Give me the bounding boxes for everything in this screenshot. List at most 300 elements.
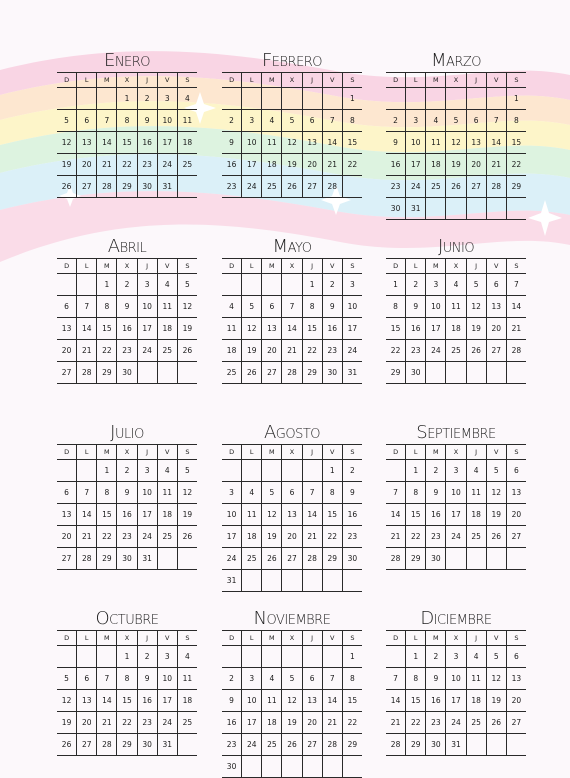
day-cell: 17 xyxy=(446,690,466,711)
day-cell: 11 xyxy=(182,674,193,683)
week-row xyxy=(386,646,526,668)
day-cell: 3 xyxy=(446,460,466,481)
week-row xyxy=(57,154,197,176)
day-cell: 1 xyxy=(117,88,137,109)
day-cell: 9 xyxy=(222,132,242,153)
month-septiembre xyxy=(386,422,526,570)
day-cell: 9 xyxy=(426,482,446,503)
weekday-label: L xyxy=(242,631,262,645)
day-cell: 11 xyxy=(242,504,262,525)
day-cell: 8 xyxy=(97,296,117,317)
weekday-label: L xyxy=(406,73,426,87)
day-cell: 21 xyxy=(386,526,406,547)
weekday-header xyxy=(57,630,197,646)
day-cell: 2 xyxy=(426,460,446,481)
day-cell: 28 xyxy=(511,346,522,355)
day-cell: 20 xyxy=(467,154,487,175)
day-cell: 4 xyxy=(158,460,178,481)
day-cell: 2 xyxy=(350,466,355,475)
week-row xyxy=(386,482,526,504)
weekday-header xyxy=(222,444,362,460)
weekday-label: J xyxy=(467,445,487,459)
day-cell: 6 xyxy=(57,296,77,317)
day-cell: 23 xyxy=(222,176,242,197)
day-cell: 17 xyxy=(222,526,242,547)
week-row xyxy=(57,340,197,362)
day-cell: 21 xyxy=(487,154,507,175)
day-cell: 17 xyxy=(158,690,178,711)
empty-day-cell xyxy=(406,88,426,109)
weekday-label: V xyxy=(487,445,507,459)
weekday-header xyxy=(386,630,526,646)
empty-day-cell xyxy=(138,362,158,383)
empty-day-cell xyxy=(222,88,242,109)
day-cell: 31 xyxy=(158,734,178,755)
empty-day-cell xyxy=(57,274,77,295)
week-row xyxy=(222,176,362,198)
day-cell: 25 xyxy=(467,712,487,733)
weekday-header xyxy=(386,444,526,460)
month-title: Mayo xyxy=(272,236,312,257)
day-cell: 25 xyxy=(158,526,178,547)
day-cell: 11 xyxy=(262,690,282,711)
month-mayo xyxy=(222,236,362,384)
empty-day-cell xyxy=(178,176,197,197)
day-cell: 5 xyxy=(185,466,190,475)
day-cell: 12 xyxy=(57,690,77,711)
weekday-label: X xyxy=(282,73,302,87)
day-cell: 16 xyxy=(222,712,242,733)
day-cell: 13 xyxy=(282,504,302,525)
day-cell: 8 xyxy=(350,674,355,683)
day-cell: 28 xyxy=(323,734,343,755)
day-cell: 6 xyxy=(467,110,487,131)
day-cell: 8 xyxy=(406,482,426,503)
day-cell: 19 xyxy=(262,526,282,547)
day-cell: 20 xyxy=(77,712,97,733)
day-cell: 27 xyxy=(282,548,302,569)
day-cell: 5 xyxy=(282,668,302,689)
weekday-label: V xyxy=(487,259,507,273)
day-cell: 7 xyxy=(77,296,97,317)
day-cell: 26 xyxy=(446,176,466,197)
day-cell: 17 xyxy=(242,154,262,175)
weekday-label: S xyxy=(514,448,519,456)
empty-day-cell xyxy=(323,88,343,109)
month-title: Enero xyxy=(103,50,151,71)
day-cell: 7 xyxy=(323,668,343,689)
day-cell: 27 xyxy=(487,340,507,361)
day-cell: 8 xyxy=(97,482,117,503)
day-cell: 1 xyxy=(386,274,406,295)
day-cell: 14 xyxy=(282,318,302,339)
day-cell: 27 xyxy=(511,532,522,541)
weekday-label: M xyxy=(97,631,117,645)
empty-day-cell xyxy=(467,198,487,219)
empty-day-cell xyxy=(57,88,77,109)
day-cell: 13 xyxy=(262,318,282,339)
day-cell: 9 xyxy=(426,668,446,689)
weekday-label: L xyxy=(77,631,97,645)
day-cell: 15 xyxy=(303,318,323,339)
day-cell: 25 xyxy=(242,548,262,569)
day-cell: 15 xyxy=(347,696,358,705)
weekday-label: X xyxy=(282,259,302,273)
day-cell: 5 xyxy=(242,296,262,317)
week-row xyxy=(386,526,526,548)
week-row xyxy=(57,296,197,318)
day-cell: 3 xyxy=(242,110,262,131)
day-cell: 2 xyxy=(138,646,158,667)
empty-day-cell xyxy=(262,646,282,667)
empty-day-cell xyxy=(507,548,526,569)
day-cell: 5 xyxy=(262,482,282,503)
weekday-label: X xyxy=(117,259,137,273)
weekday-header xyxy=(222,72,362,88)
day-cell: 7 xyxy=(97,110,117,131)
weekday-label: S xyxy=(350,634,355,642)
day-cell: 11 xyxy=(262,132,282,153)
day-cell: 8 xyxy=(406,668,426,689)
day-cell: 19 xyxy=(487,504,507,525)
month-title: Febrero xyxy=(261,50,323,71)
weekday-label: J xyxy=(467,73,487,87)
week-row xyxy=(222,88,362,110)
day-cell: 7 xyxy=(77,482,97,503)
week-row xyxy=(222,340,362,362)
day-cell: 30 xyxy=(347,554,358,563)
week-row xyxy=(386,548,526,570)
day-cell: 13 xyxy=(303,690,323,711)
day-cell: 9 xyxy=(138,110,158,131)
day-cell: 30 xyxy=(386,198,406,219)
day-cell: 12 xyxy=(242,318,262,339)
day-cell: 7 xyxy=(282,296,302,317)
weekday-label: X xyxy=(282,631,302,645)
day-cell: 28 xyxy=(323,176,343,197)
empty-day-cell xyxy=(242,570,262,591)
weekday-header xyxy=(386,258,526,274)
day-cell: 6 xyxy=(303,110,323,131)
day-cell: 13 xyxy=(511,488,522,497)
day-cell: 26 xyxy=(282,734,302,755)
empty-day-cell xyxy=(77,274,97,295)
day-cell: 10 xyxy=(138,296,158,317)
week-row xyxy=(386,198,526,220)
weekday-label: S xyxy=(185,634,190,642)
weekday-label: X xyxy=(117,445,137,459)
empty-day-cell xyxy=(77,88,97,109)
day-cell: 17 xyxy=(138,318,158,339)
day-cell: 5 xyxy=(487,646,507,667)
day-cell: 2 xyxy=(117,460,137,481)
day-cell: 24 xyxy=(242,734,262,755)
month-title: Septiembre xyxy=(416,422,496,443)
day-cell: 18 xyxy=(158,318,178,339)
day-cell: 30 xyxy=(426,734,446,755)
empty-day-cell xyxy=(386,646,406,667)
day-cell: 15 xyxy=(386,318,406,339)
day-cell: 25 xyxy=(182,718,193,727)
day-cell: 2 xyxy=(117,274,137,295)
empty-day-cell xyxy=(77,646,97,667)
week-row xyxy=(386,690,526,712)
day-cell: 22 xyxy=(117,712,137,733)
week-row xyxy=(57,482,197,504)
day-cell: 3 xyxy=(446,646,466,667)
day-cell: 6 xyxy=(77,110,97,131)
day-cell: 30 xyxy=(406,362,426,383)
day-cell: 13 xyxy=(77,132,97,153)
day-cell: 5 xyxy=(487,460,507,481)
day-cell: 29 xyxy=(97,362,117,383)
weekday-label: S xyxy=(185,448,190,456)
week-row xyxy=(222,110,362,132)
month-title: Abril xyxy=(107,236,147,257)
day-cell: 19 xyxy=(282,712,302,733)
day-cell: 30 xyxy=(138,734,158,755)
day-cell: 1 xyxy=(514,94,519,103)
day-cell: 19 xyxy=(57,154,77,175)
week-row xyxy=(386,318,526,340)
week-row xyxy=(386,132,526,154)
weekday-label: X xyxy=(117,73,137,87)
weekday-label: V xyxy=(487,73,507,87)
day-cell: 6 xyxy=(57,482,77,503)
day-cell: 26 xyxy=(262,548,282,569)
week-row xyxy=(222,734,362,756)
day-cell: 17 xyxy=(347,324,358,333)
day-cell: 20 xyxy=(77,154,97,175)
day-cell: 29 xyxy=(386,362,406,383)
day-cell: 11 xyxy=(426,132,446,153)
day-cell: 5 xyxy=(467,274,487,295)
day-cell: 22 xyxy=(406,526,426,547)
week-row xyxy=(57,318,197,340)
day-cell: 18 xyxy=(262,712,282,733)
week-row xyxy=(386,504,526,526)
day-cell: 6 xyxy=(487,274,507,295)
weekday-label: D xyxy=(222,73,242,87)
empty-day-cell xyxy=(323,570,343,591)
month-title: Junio xyxy=(437,236,475,257)
day-cell: 15 xyxy=(347,138,358,147)
empty-day-cell xyxy=(487,88,507,109)
week-row xyxy=(222,668,362,690)
week-row xyxy=(57,690,197,712)
day-cell: 15 xyxy=(406,504,426,525)
empty-day-cell xyxy=(282,756,302,777)
day-cell: 11 xyxy=(446,296,466,317)
day-cell: 1 xyxy=(303,274,323,295)
day-cell: 23 xyxy=(426,712,446,733)
empty-day-cell xyxy=(262,274,282,295)
day-cell: 11 xyxy=(182,116,193,125)
empty-day-cell xyxy=(446,88,466,109)
weekday-label: M xyxy=(262,259,282,273)
weekday-label: J xyxy=(467,631,487,645)
month-marzo xyxy=(386,50,526,220)
weekday-label: J xyxy=(303,73,323,87)
weekday-label: M xyxy=(262,73,282,87)
week-row xyxy=(222,482,362,504)
day-cell: 7 xyxy=(97,668,117,689)
day-cell: 12 xyxy=(487,482,507,503)
day-cell: 31 xyxy=(406,198,426,219)
day-cell: 14 xyxy=(97,690,117,711)
day-cell: 18 xyxy=(158,504,178,525)
day-cell: 12 xyxy=(182,302,193,311)
weekday-label: M xyxy=(97,73,117,87)
weekday-label: V xyxy=(158,73,178,87)
day-cell: 7 xyxy=(323,110,343,131)
day-cell: 9 xyxy=(117,482,137,503)
empty-day-cell xyxy=(158,548,178,569)
month-octubre xyxy=(57,608,197,756)
day-cell: 24 xyxy=(347,346,358,355)
day-cell: 9 xyxy=(222,690,242,711)
weekday-label: D xyxy=(57,73,77,87)
day-cell: 14 xyxy=(97,132,117,153)
week-row xyxy=(57,110,197,132)
week-row xyxy=(57,362,197,384)
day-cell: 22 xyxy=(347,718,358,727)
day-cell: 19 xyxy=(242,340,262,361)
day-cell: 17 xyxy=(138,504,158,525)
empty-day-cell xyxy=(57,460,77,481)
day-cell: 26 xyxy=(487,712,507,733)
week-row xyxy=(57,460,197,482)
week-row xyxy=(386,734,526,756)
day-cell: 19 xyxy=(57,712,77,733)
day-cell: 22 xyxy=(511,160,522,169)
day-cell: 22 xyxy=(303,340,323,361)
day-cell: 1 xyxy=(97,274,117,295)
weekday-header xyxy=(222,630,362,646)
week-row xyxy=(222,362,362,384)
empty-day-cell xyxy=(426,88,446,109)
day-cell: 14 xyxy=(323,690,343,711)
day-cell: 20 xyxy=(487,318,507,339)
day-cell: 21 xyxy=(282,340,302,361)
weekday-label: J xyxy=(138,259,158,273)
week-row xyxy=(386,274,526,296)
day-cell: 22 xyxy=(97,526,117,547)
day-cell: 1 xyxy=(406,460,426,481)
day-cell: 19 xyxy=(487,690,507,711)
day-cell: 24 xyxy=(138,340,158,361)
week-row xyxy=(386,154,526,176)
day-cell: 15 xyxy=(117,132,137,153)
month-noviembre xyxy=(222,608,362,778)
day-cell: 1 xyxy=(323,460,343,481)
day-cell: 26 xyxy=(487,526,507,547)
day-cell: 27 xyxy=(57,362,77,383)
weekday-label: S xyxy=(350,76,355,84)
day-cell: 26 xyxy=(182,532,193,541)
day-cell: 22 xyxy=(97,340,117,361)
day-cell: 10 xyxy=(158,110,178,131)
empty-day-cell xyxy=(303,570,323,591)
weekday-label: J xyxy=(467,259,487,273)
week-row xyxy=(222,548,362,570)
empty-day-cell xyxy=(507,198,526,219)
weekday-label: S xyxy=(514,634,519,642)
day-cell: 14 xyxy=(323,132,343,153)
week-row xyxy=(57,176,197,198)
month-junio xyxy=(386,236,526,384)
day-cell: 6 xyxy=(77,668,97,689)
day-cell: 17 xyxy=(406,154,426,175)
day-cell: 2 xyxy=(406,274,426,295)
day-cell: 5 xyxy=(185,280,190,289)
month-enero xyxy=(57,50,197,198)
day-cell: 30 xyxy=(426,548,446,569)
day-cell: 20 xyxy=(262,340,282,361)
day-cell: 28 xyxy=(97,734,117,755)
day-cell: 13 xyxy=(303,132,323,153)
weekday-label: S xyxy=(350,262,355,270)
day-cell: 23 xyxy=(426,526,446,547)
day-cell: 4 xyxy=(158,274,178,295)
day-cell: 26 xyxy=(467,340,487,361)
empty-day-cell xyxy=(242,88,262,109)
weekday-label: J xyxy=(138,445,158,459)
empty-day-cell xyxy=(262,460,282,481)
weekday-label: X xyxy=(446,445,466,459)
day-cell: 31 xyxy=(222,570,242,591)
day-cell: 20 xyxy=(511,696,522,705)
weekday-label: D xyxy=(222,259,242,273)
weekday-label: X xyxy=(117,631,137,645)
day-cell: 22 xyxy=(386,340,406,361)
weekday-header xyxy=(57,72,197,88)
weekday-label: S xyxy=(350,448,355,456)
empty-day-cell xyxy=(158,362,178,383)
day-cell: 28 xyxy=(97,176,117,197)
day-cell: 3 xyxy=(242,668,262,689)
empty-day-cell xyxy=(386,88,406,109)
day-cell: 11 xyxy=(467,668,487,689)
weekday-label: V xyxy=(487,631,507,645)
day-cell: 8 xyxy=(323,482,343,503)
day-cell: 16 xyxy=(406,318,426,339)
day-cell: 9 xyxy=(350,488,355,497)
day-cell: 30 xyxy=(138,176,158,197)
day-cell: 12 xyxy=(467,296,487,317)
weekday-label: V xyxy=(158,631,178,645)
week-row xyxy=(57,646,197,668)
weekday-label: S xyxy=(185,262,190,270)
day-cell: 10 xyxy=(242,690,262,711)
weekday-label: X xyxy=(446,73,466,87)
day-cell: 28 xyxy=(487,176,507,197)
day-cell: 3 xyxy=(138,460,158,481)
day-cell: 8 xyxy=(514,116,519,125)
day-cell: 28 xyxy=(386,548,406,569)
weekday-label: D xyxy=(386,259,406,273)
day-cell: 24 xyxy=(446,712,466,733)
day-cell: 6 xyxy=(282,482,302,503)
week-row xyxy=(222,318,362,340)
weekday-label: J xyxy=(138,73,158,87)
day-cell: 31 xyxy=(347,368,358,377)
day-cell: 2 xyxy=(222,668,242,689)
day-cell: 10 xyxy=(347,302,358,311)
day-cell: 29 xyxy=(406,734,426,755)
day-cell: 14 xyxy=(77,504,97,525)
day-cell: 21 xyxy=(323,712,343,733)
